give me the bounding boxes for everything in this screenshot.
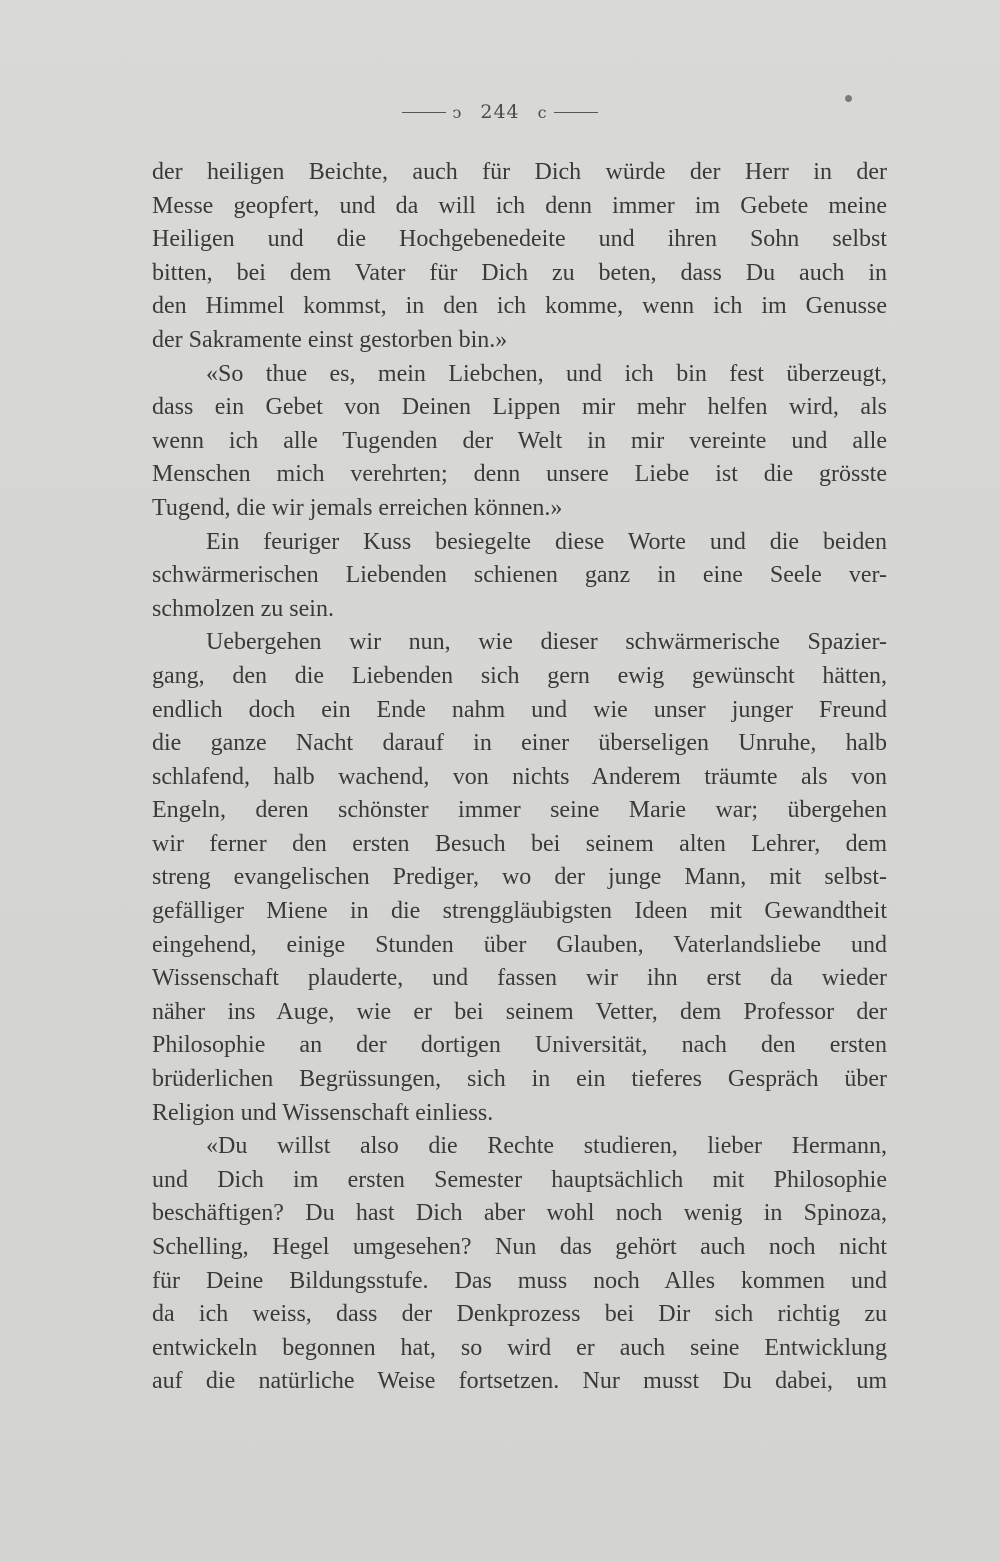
header-rule-right — [554, 112, 598, 113]
text-line: eingehend, einige Stunden über Glauben, Vaterlandsliebe und — [152, 931, 887, 958]
text-line: dass ein Gebet von Deinen Lippen mir mehr helfen wird, als — [152, 394, 887, 421]
text-line: Schelling, Hegel umgesehen? Nun das gehört auch noch nicht — [152, 1234, 887, 1260]
text-line: schlafend, halb wachend, von nichts Anderem träumte als von — [152, 763, 887, 790]
body-text — [152, 156, 887, 1399]
text-line: Menschen mich verehrten; denn unsere Liebe ist die grösste — [152, 461, 887, 488]
text-line: Tugend, die wir jemals erreichen können.» — [152, 494, 563, 521]
text-line: Engeln, deren schönster immer seine Marie war; übergehen — [152, 797, 887, 824]
text-line: näher ins Auge, wie er bei seinem Vetter, dem Professor der — [152, 998, 887, 1025]
text-line: Ein feuriger Kuss besiegelte diese Worte und die beiden — [206, 528, 887, 555]
text-line: und Dich im ersten Semester hauptsächlich mit Philosophie — [152, 1166, 887, 1193]
text-line: Religion und Wissenschaft einliess. — [152, 1099, 494, 1126]
text-line: «Du willst also die Rechte studieren, lieber Hermann, — [206, 1133, 887, 1160]
text-line: für Deine Bildungsstufe. Das muss noch Alles kommen und — [152, 1267, 887, 1294]
text-line: entwickeln begonnen hat, so wird er auch seine Entwicklung — [152, 1334, 887, 1361]
text-line: Messe geopfert, und da will ich denn immer im Gebete meine — [152, 192, 887, 219]
header-ornament-right: c — [537, 102, 548, 122]
text-line: der Sakramente einst gestorben bin.» — [152, 326, 508, 353]
text-line: Heiligen und die Hochgebenedeite und ihren Sohn selbst — [152, 226, 887, 253]
text-line: Uebergehen wir nun, wie dieser schwärmerische Spazier- — [206, 629, 887, 656]
text-line: der heiligen Beichte, auch für Dich würde der Herr in der — [152, 159, 887, 185]
text-line: schwärmerischen Liebenden schienen ganz in eine Seele ver- — [152, 562, 887, 589]
text-line: gefälliger Miene in die strenggläubigsten Ideen mit Gewandtheit — [152, 898, 887, 925]
text-line: wir ferner den ersten Besuch bei seinem alten Lehrer, dem — [152, 830, 887, 857]
text-line: brüderlichen Begrüssungen, sich in ein tieferes Gespräch über — [152, 1066, 887, 1093]
text-line: streng evangelischen Prediger, wo der junge Mann, mit selbst- — [152, 864, 887, 891]
text-line: «So thue es, mein Liebchen, und ich bin fest überzeugt, — [206, 360, 887, 387]
text-line: beschäftigen? Du hast Dich aber wohl noch wenig in Spinoza, — [152, 1200, 887, 1227]
text-line: wenn ich alle Tugenden der Welt in mir vereinte und alle — [152, 427, 887, 454]
text-line: endlich doch ein Ende nahm und wie unser junger Freund — [152, 696, 887, 723]
text-line: den Himmel kommst, in den ich komme, wenn ich im Genusse — [152, 293, 887, 320]
text-line: schmolzen zu sein. — [152, 595, 334, 622]
text-line: gang, den die Liebenden sich gern ewig gewünscht hätten, — [152, 662, 887, 689]
page-number: 244 — [480, 101, 520, 123]
text-line: Wissenschaft plauderte, und fassen wir ihn erst da wieder — [152, 965, 887, 992]
text-line: die ganze Nacht darauf in einer überseligen Unruhe, halb — [152, 730, 887, 757]
header-rule-left — [402, 112, 446, 113]
text-line: da ich weiss, dass der Denkprozess bei Dir sich richtig zu — [152, 1301, 887, 1328]
page-header — [0, 100, 1000, 123]
text-line: auf die natürliche Weise fortsetzen. Nur musst Du dabei, um — [152, 1368, 887, 1395]
text-line: bitten, bei dem Vater für Dich zu beten, dass Du auch in — [152, 259, 887, 286]
header-ornament-left: ↄ — [452, 102, 463, 122]
ink-speck — [845, 95, 852, 102]
text-line: Philosophie an der dortigen Universität, nach den ersten — [152, 1032, 887, 1059]
